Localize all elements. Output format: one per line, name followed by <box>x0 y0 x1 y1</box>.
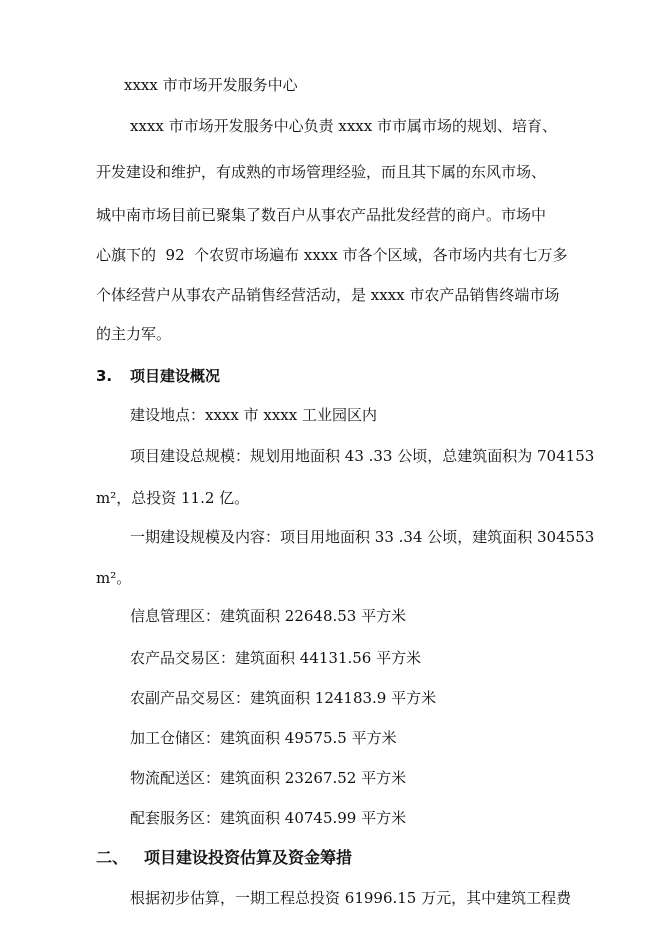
zone-item: 信息管理区：建筑面积 22648.53 平方米 <box>130 607 407 625</box>
section-two-title: 项目建设投资估算及资金筹措 <box>144 848 353 867</box>
location-line: 建设地点：xxxx 市 xxxx 工业园区内 <box>130 406 377 424</box>
phase1-line: 一期建设规模及内容：项目用地面积 33 .34 公顷，建筑面积 304553 <box>130 528 595 546</box>
total-scale-line: 项目建设总规模：规划用地面积 43 .33 公顷，总建筑面积为 704153 <box>130 447 595 465</box>
investment-line: 根据初步估算，一期工程总投资 61996.15 万元，其中建筑工程费 <box>130 889 572 907</box>
paragraph-line: 的主力军。 <box>96 325 172 343</box>
section-3-title: 项目建设概况 <box>130 367 221 385</box>
zone-item: 加工仓储区：建筑面积 49575.5 平方米 <box>130 729 397 747</box>
total-scale-line-cont: m²，总投资 11.2 亿。 <box>96 489 250 507</box>
zone-item: 农产品交易区：建筑面积 44131.56 平方米 <box>130 649 422 667</box>
paragraph-line: 个体经营户从事农产品销售经营活动，是 xxxx 市农产品销售终端市场 <box>96 286 560 304</box>
zone-item: 配套服务区：建筑面积 40745.99 平方米 <box>130 809 407 827</box>
section-two-number: 二、 <box>96 848 129 867</box>
phase1-line-cont: m²。 <box>96 569 132 587</box>
paragraph-line: 心旗下的 92 个农贸市场遍布 xxxx 市各个区域，各市场内共有七万多 <box>96 246 568 264</box>
paragraph-line: xxxx 市市场开发服务中心负责 xxxx 市市属市场的规划、培育、 <box>130 117 557 135</box>
zone-item: 物流配送区：建筑面积 23267.52 平方米 <box>130 769 407 787</box>
paragraph-line: 开发建设和维护，有成熟的市场管理经验，而且其下属的东风市场、 <box>96 163 547 181</box>
paragraph-line: 城中南市场目前已聚集了数百户从事农产品批发经营的商户。市场中 <box>96 206 547 224</box>
section-title: xxxx 市市场开发服务中心 <box>124 76 298 94</box>
zone-item: 农副产品交易区：建筑面积 124183.9 平方米 <box>130 689 437 707</box>
section-3-number: 3. <box>96 367 113 385</box>
